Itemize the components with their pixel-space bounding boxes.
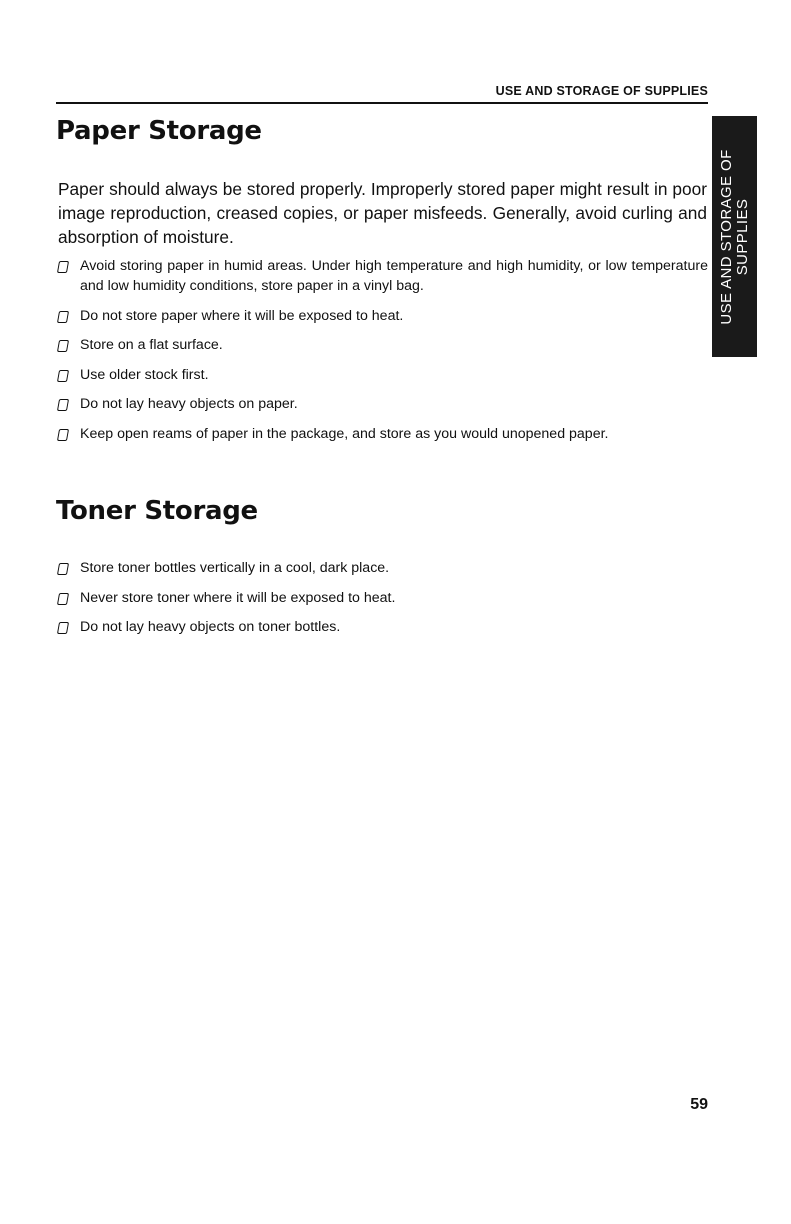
- list-item-text: Do not lay heavy objects on toner bottles.: [80, 619, 341, 635]
- list-item: [58, 617, 708, 637]
- list-item: [58, 394, 708, 414]
- list-item: [58, 256, 708, 296]
- list-item: [58, 558, 708, 578]
- checkbox-icon: [57, 399, 69, 411]
- list-item: [58, 335, 708, 355]
- list-item: [58, 424, 708, 444]
- paper-storage-list: [58, 256, 708, 453]
- side-tab-text: [719, 116, 751, 357]
- list-item-text: Store toner bottles vertically in a cool, dark place.: [80, 560, 390, 576]
- list-item-text: Never store toner where it will be exposed to heat.: [80, 589, 396, 606]
- list-item: [58, 365, 708, 385]
- side-tab-line-2: SUPPLIES: [733, 198, 751, 275]
- list-item-text: Avoid storing paper in humid areas. Under high temperature and high humidity, or low temperature and low humidity conditions, store paper in a vinyl bag.: [80, 258, 708, 294]
- page-number: 59: [690, 1096, 708, 1113]
- paper-storage-intro: Paper should always be stored properly. Improperly stored paper might result in poor image reproduction, creased copies, or paper misfeeds. Generally, avoid curling and absorption of moisture.: [58, 179, 707, 247]
- list-item-text: Do not lay heavy objects on paper.: [80, 396, 298, 412]
- side-tab-line-1: USE AND STORAGE OF: [717, 148, 735, 325]
- toner-storage-title: Toner Storage: [56, 496, 258, 526]
- checkbox-icon: [57, 261, 69, 273]
- checkbox-icon: [57, 622, 69, 634]
- list-item: [58, 306, 708, 326]
- list-item: [58, 588, 708, 608]
- checkbox-icon: [57, 429, 69, 441]
- list-item-text: Keep open reams of paper in the package, and store as you would unopened paper.: [80, 425, 609, 442]
- checkbox-icon: [57, 370, 69, 382]
- section-side-tab: [712, 116, 757, 357]
- list-item-text: Use older stock first.: [80, 366, 209, 383]
- paper-storage-title: Paper Storage: [56, 116, 262, 146]
- checkbox-icon: [57, 311, 69, 323]
- toner-storage-list: [58, 558, 708, 647]
- running-header: USE AND STORAGE OF SUPPLIES: [495, 84, 708, 98]
- list-item-text: Store on a flat surface.: [80, 337, 223, 353]
- checkbox-icon: [57, 340, 69, 352]
- checkbox-icon: [57, 563, 69, 575]
- header-rule: [56, 102, 708, 104]
- list-item-text: Do not store paper where it will be exposed to heat.: [80, 307, 404, 324]
- checkbox-icon: [57, 593, 69, 605]
